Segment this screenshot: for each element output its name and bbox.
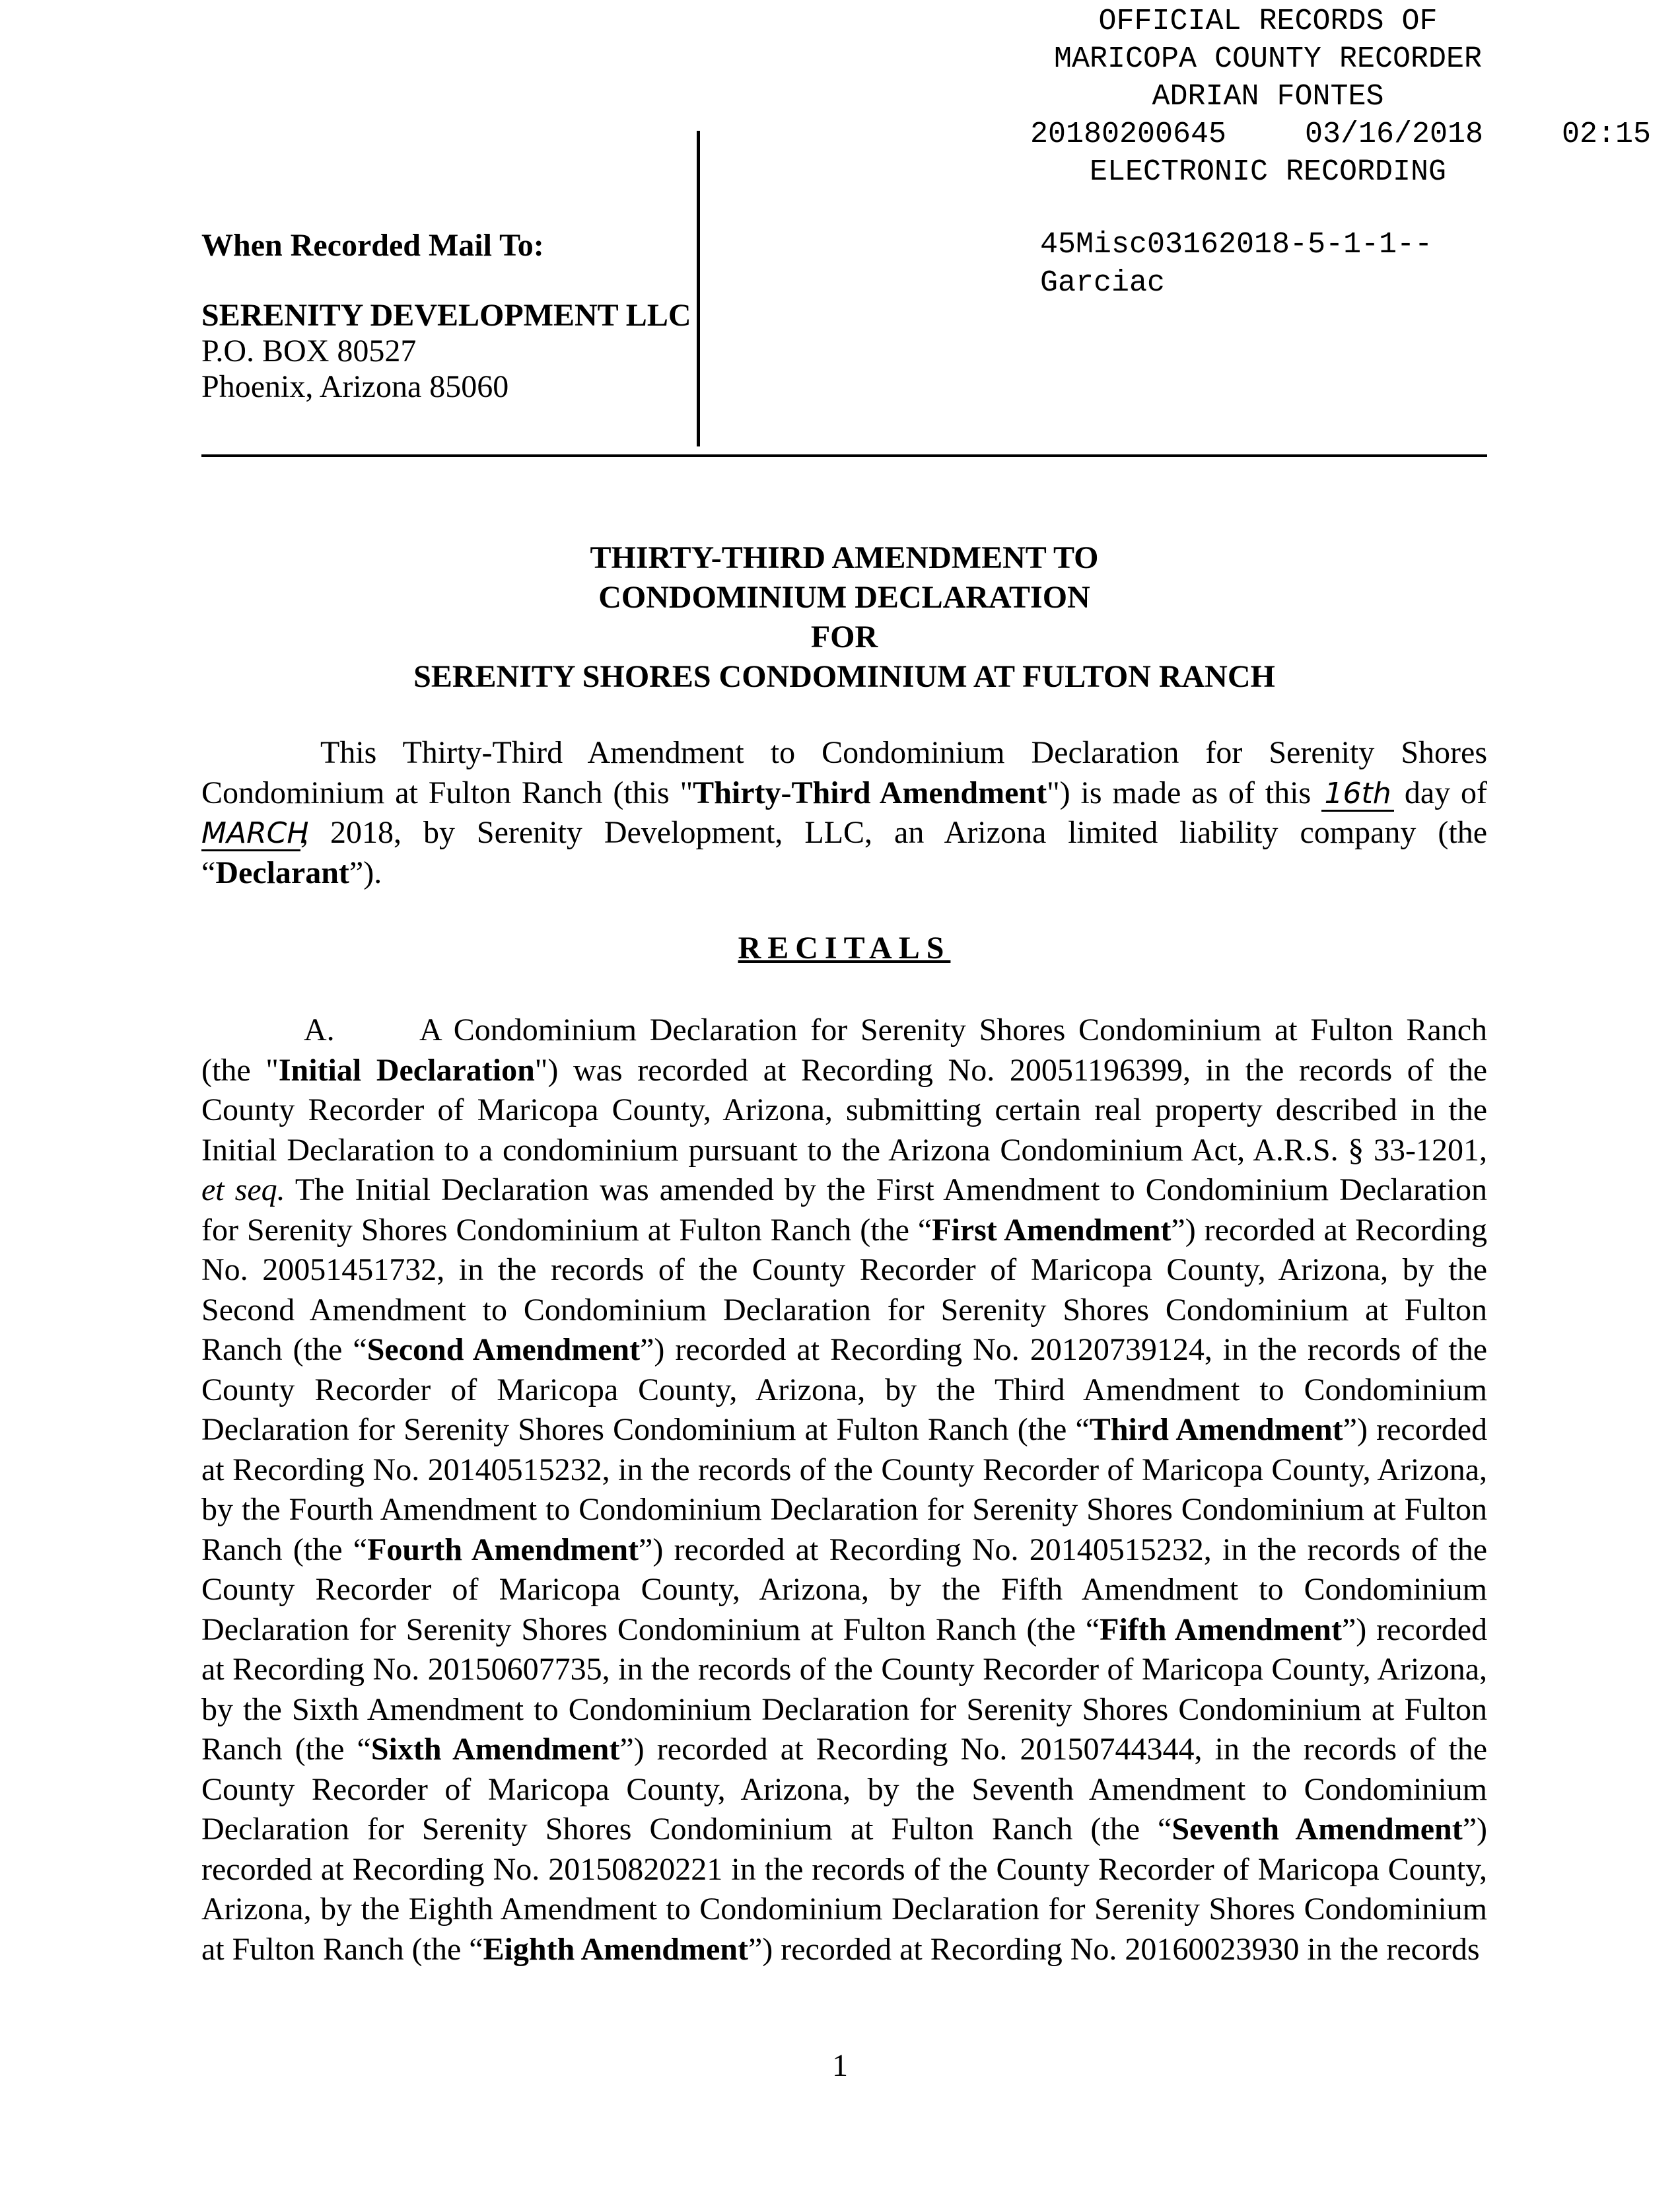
recorder-line-3: ADRIAN FONTES	[1152, 80, 1384, 114]
recital-text: ”) recorded at Recording No. 20140515232, in the records of the County Recorder of Maricopa County, Arizona, by the Fifth Amendment to Condominium Declaration for Serenity Shores Condominium at Fulton Ranch (the “	[201, 1532, 1487, 1647]
recital-italic-text: et seq.	[201, 1172, 285, 1207]
intro-text-1: This Thirty-Third Amendment to Condominium Declaration for Serenity Shores Condominium at Fulton Ranch (this "	[201, 735, 1487, 810]
recorder-line-4	[1030, 116, 1651, 153]
header-divider-vertical	[697, 131, 700, 446]
recital-text: ”) recorded at Recording No. 20150607735, in the records of the County Recorder of Maricopa County, Arizona, by the Sixth Amendment to Condominium Declaration for Serenity Shores Condominium at Fulton Ranch (the “	[201, 1612, 1487, 1767]
recorder-line-1: OFFICIAL RECORDS OF	[1098, 5, 1438, 38]
recital-text: The Initial Declaration was amended by the First Amendment to Condominium Declaration for Serenity Shores Condominium at Fulton Ranch (the “	[201, 1172, 1488, 1248]
recital-a-paragraph	[201, 1010, 1487, 1969]
intro-paragraph	[201, 733, 1487, 893]
title-line-2: CONDOMINIUM DECLARATION	[598, 580, 1090, 615]
recital-text: ”) recorded at Recording No. 20160023930 in the records	[748, 1931, 1480, 1967]
defined-term: Third Amendment	[1089, 1412, 1343, 1447]
title-line-3: FOR	[810, 620, 878, 655]
recital-text: ”) recorded at Recording No. 20120739124, in the records of the County Recorder of Maricopa County, Arizona, by the Third Amendment to Condominium Declaration for Serenity Shores Condominium at Fulton Ranch (the “	[201, 1332, 1488, 1447]
defined-term: Eighth Amendment	[483, 1931, 748, 1967]
title-line-4: SERENITY SHORES CONDOMINIUM AT FULTON RANCH	[413, 659, 1275, 694]
page-number: 1	[832, 2048, 848, 2083]
defined-term: Fourth Amendment	[367, 1532, 639, 1567]
recital-text: ”) recorded at Recording No. 20150820221 in the records of the County Recorder of Maricopa County, Arizona, by the Eighth Amendment to Condominium Declaration for Serenity Shores Condominium at Fulton Ranch (the “	[201, 1812, 1488, 1967]
recorder-stamp	[1030, 3, 1664, 191]
defined-term: Sixth Amendment	[370, 1732, 620, 1767]
recital-text: ”) recorded at Recording No. 20051451732, in the records of the County Recorder of Maricopa County, Arizona, by the Second Amendment to Condominium Declaration for Serenity Shores Condominium at Fulton Ranch (the “	[201, 1212, 1488, 1367]
handwritten-month: MARCH	[201, 816, 309, 850]
recital-text: A Condominium Declaration for Serenity Shores Condominium at Fulton Ranch (the "	[201, 1012, 1487, 1088]
document-title	[201, 538, 1487, 697]
mail-to-name: SERENITY DEVELOPMENT LLC	[201, 298, 691, 333]
intro-defined-term-2: Declarant	[215, 855, 349, 890]
handwritten-day: 16th	[1321, 778, 1394, 812]
intro-text-4: , 2018, by Serenity Development, LLC, an Arizona limited liability company (the “	[201, 815, 1487, 890]
record-number: 20180200645	[1030, 118, 1227, 151]
recorder-line-5: ELECTRONIC RECORDING	[1089, 155, 1447, 189]
mail-to-block	[201, 228, 691, 405]
recorder-line-2: MARICOPA COUNTY RECORDER	[1053, 42, 1483, 76]
recitals-heading: RECITALS	[738, 931, 951, 966]
intro-text-2: ") is made as of this	[1047, 775, 1312, 810]
defined-term: Seventh Amendment	[1172, 1812, 1463, 1847]
defined-term: Fifth Amendment	[1100, 1612, 1342, 1647]
recital-text: ”) recorded at Recording No. 20140515232, in the records of the County Recorder of Maricopa County, Arizona, by the Fourth Amendment to Condominium Declaration for Serenity Shores Condominium at Fulton Ranch (the “	[201, 1412, 1487, 1567]
mail-to-heading: When Recorded Mail To:	[201, 228, 544, 263]
defined-term: Initial Declaration	[278, 1052, 535, 1088]
intro-text-3: day of	[1404, 775, 1488, 810]
defined-term: Second Amendment	[367, 1332, 641, 1367]
document-code: 45Misc03162018-5-1-1--	[1040, 228, 1433, 262]
clerk-name: Garciac	[1040, 266, 1166, 300]
mail-to-address-1: P.O. BOX 80527	[201, 334, 417, 369]
header-divider-horizontal	[201, 454, 1487, 457]
intro-defined-term-1: Thirty-Third Amendment	[693, 775, 1047, 810]
recital-a-label: A.	[304, 1012, 335, 1047]
record-time: 02:15	[1561, 118, 1651, 151]
defined-term: First Amendment	[932, 1212, 1172, 1248]
recital-text: ”) recorded at Recording No. 20150744344, in the records of the County Recorder of Maricopa County, Arizona, by the Seventh Amendment to Condominium Declaration for Serenity Shores Condominium at Fulton Ranch (the “	[201, 1732, 1488, 1847]
mail-to-address-2: Phoenix, Arizona 85060	[201, 369, 509, 404]
recital-text: ") was recorded at Recording No. 20051196399, in the records of the County Recorder of Maricopa County, Arizona, submitting certain real property described in the Initial Declaration to a condominium pursuant to the Arizona Condominium Act, A.R.S. § 33-1201,	[201, 1052, 1488, 1168]
intro-text-5: ”).	[349, 855, 382, 890]
title-line-1: THIRTY-THIRD AMENDMENT TO	[590, 540, 1099, 575]
document-code-block	[1040, 226, 1432, 302]
record-date: 03/16/2018	[1304, 118, 1484, 151]
